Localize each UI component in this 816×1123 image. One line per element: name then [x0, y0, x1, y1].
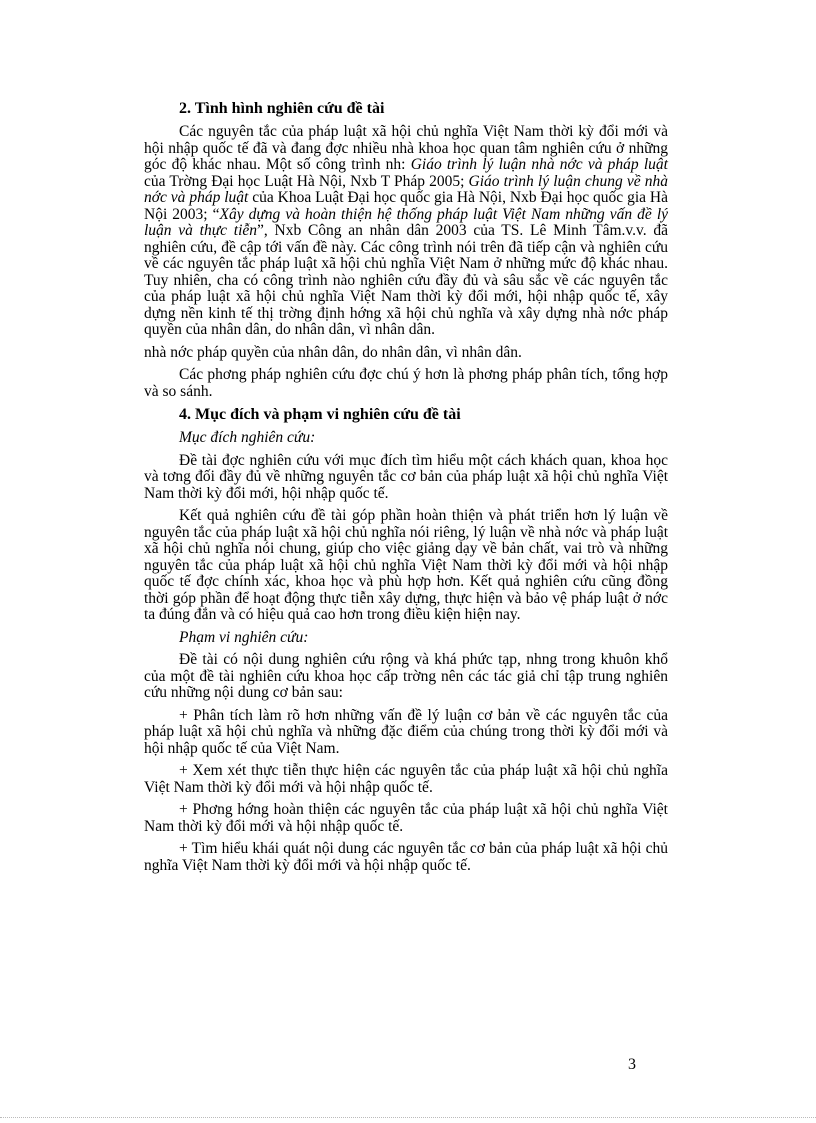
- text-run: của Trờng Đại học Luật Hà Nội, Nxb T Pháp 2005;: [144, 172, 469, 190]
- text-run: Các nguyên tắc của pháp luật xã hội chủ nghĩa Việt Nam thời kỳ đổi mới và hội nhập quốc tế đã và đang đợc nhiều nhà khoa học quan tâm nghiên cứu ở những góc độ khác nhau. Một số công trình nh:: [144, 123, 668, 173]
- scope-item: + Tìm hiểu khái quát nội dung các nguyên tắc cơ bản của pháp luật xã hội chủ nghĩa Việt Nam thời kỳ đổi mới và hội nhập quốc tế.: [144, 840, 668, 874]
- page-body: [144, 100, 668, 880]
- page-bottom-divider: [0, 1117, 816, 1118]
- section-2-paragraph-2: nhà nớc pháp quyền của nhân dân, do nhân dân, vì nhân dân.: [144, 343, 522, 361]
- page-number: 3: [628, 1056, 636, 1073]
- book-title-3: Xây dựng và hoàn thiện hệ thống pháp luật Việt Nam những vấn đề lý luận và thực tiễn: [144, 205, 668, 239]
- section-2-heading: 2. Tình hình nghiên cứu đề tài: [179, 100, 385, 117]
- scope-subheading: Phạm vi nghiên cứu:: [179, 628, 309, 646]
- book-title-1: Giáo trình lý luận nhà nớc và pháp luật: [410, 156, 668, 173]
- purpose-paragraph-1: Đề tài đợc nghiên cứu với mục đích tìm hiểu một cách khách quan, khoa học và tơng đối đầy đủ về những nguyên tắc cơ bản của pháp luật xã hội chủ nghĩa Việt Nam thời kỳ đổi mới, hội nhập quốc tế.: [144, 451, 668, 502]
- book-title-2: Giáo trình lý luận chung về nhà nớc và pháp luật: [144, 172, 669, 206]
- text-run: của Khoa Luật Đại học quốc gia Hà Nội, Nxb Đại học quốc gia Hà Nội 2003; “: [144, 189, 668, 223]
- scope-paragraph-1: Đề tài có nội dung nghiên cứu rộng và khá phức tạp, nhng trong khuôn khổ của một đề tài nghiên cứu khoa học cấp trờng nên các tác giả chỉ tập trung nghiên cứu những nội dung cơ bản sau:: [144, 651, 668, 701]
- scope-item: + Xem xét thực tiễn thực hiện các nguyên tắc của pháp luật xã hội chủ nghĩa Việt Nam thời kỳ đổi mới và hội nhập quốc tế.: [144, 762, 668, 796]
- purpose-subheading: Mục đích nghiên cứu:: [179, 429, 316, 446]
- purpose-paragraph-2: Kết quả nghiên cứu đề tài góp phần hoàn thiện và phát triển hơn lý luận về nguyên tắc của pháp luật xã hội chủ nghĩa nói riêng, lý luận về nhà nớc và pháp luật xã hội chủ nghĩa nói chung, giúp cho việc giảng dạy về bản chất, vai trò và những nguyên tắc của pháp luật xã hội chủ nghĩa Việt Nam thời kỳ đổi mới và hội nhập quốc tế đợc chính xác, khoa học và phù hợp hơn. Kết quả nghiên cứu cũng đồng thời góp phần để hoạt động thực tiễn xây dựng, thực hiện và bảo vệ pháp luật ở nớc ta đúng đắn và có hiệu quả cao hơn trong điều kiện hiện nay.: [144, 507, 668, 623]
- section-4-heading: 4. Mục đích và phạm vi nghiên cứu đề tài: [179, 406, 461, 423]
- section-2-paragraph-3: Các phơng pháp nghiên cứu đợc chú ý hơn là phơng pháp phân tích, tổng hợp và so sánh.: [144, 366, 668, 400]
- text-run: ”, Nxb Công an nhân dân 2003 của TS. Lê Minh Tâm.v.v. đã nghiên cứu, đề cập tới vấn đề này. Các công trình nói trên đã tiếp cận và nghiên cứu về các nguyên tắc pháp luật xã hội chủ nghĩa Việt Nam ở những mức độ khác nhau. Tuy nhiên, cha có công trình nào nghiên cứu đầy đủ và sâu sắc về các nguyên tắc của pháp luật xã hội chủ nghĩa Việt Nam thời kỳ đổi mới, hội nhập quốc tế, xây dựng nền kinh tế thị trờng định hớng xã hội chủ nghĩa và xây dựng nhà nớc pháp quyền của nhân dân, do nhân dân, vì nhân dân.: [144, 222, 669, 338]
- scope-item: + Phơng hớng hoàn thiện các nguyên tắc của pháp luật xã hội chủ nghĩa Việt Nam thời kỳ đổi mới và hội nhập quốc tế.: [144, 801, 668, 835]
- section-2-paragraph-1: [144, 124, 668, 339]
- scope-item: + Phân tích làm rõ hơn những vấn đề lý luận cơ bản về các nguyên tắc của pháp luật xã hội chủ nghĩa và những đặc điểm của chúng trong thời kỳ đổi mới và hội nhập quốc tế của Việt Nam.: [144, 706, 668, 757]
